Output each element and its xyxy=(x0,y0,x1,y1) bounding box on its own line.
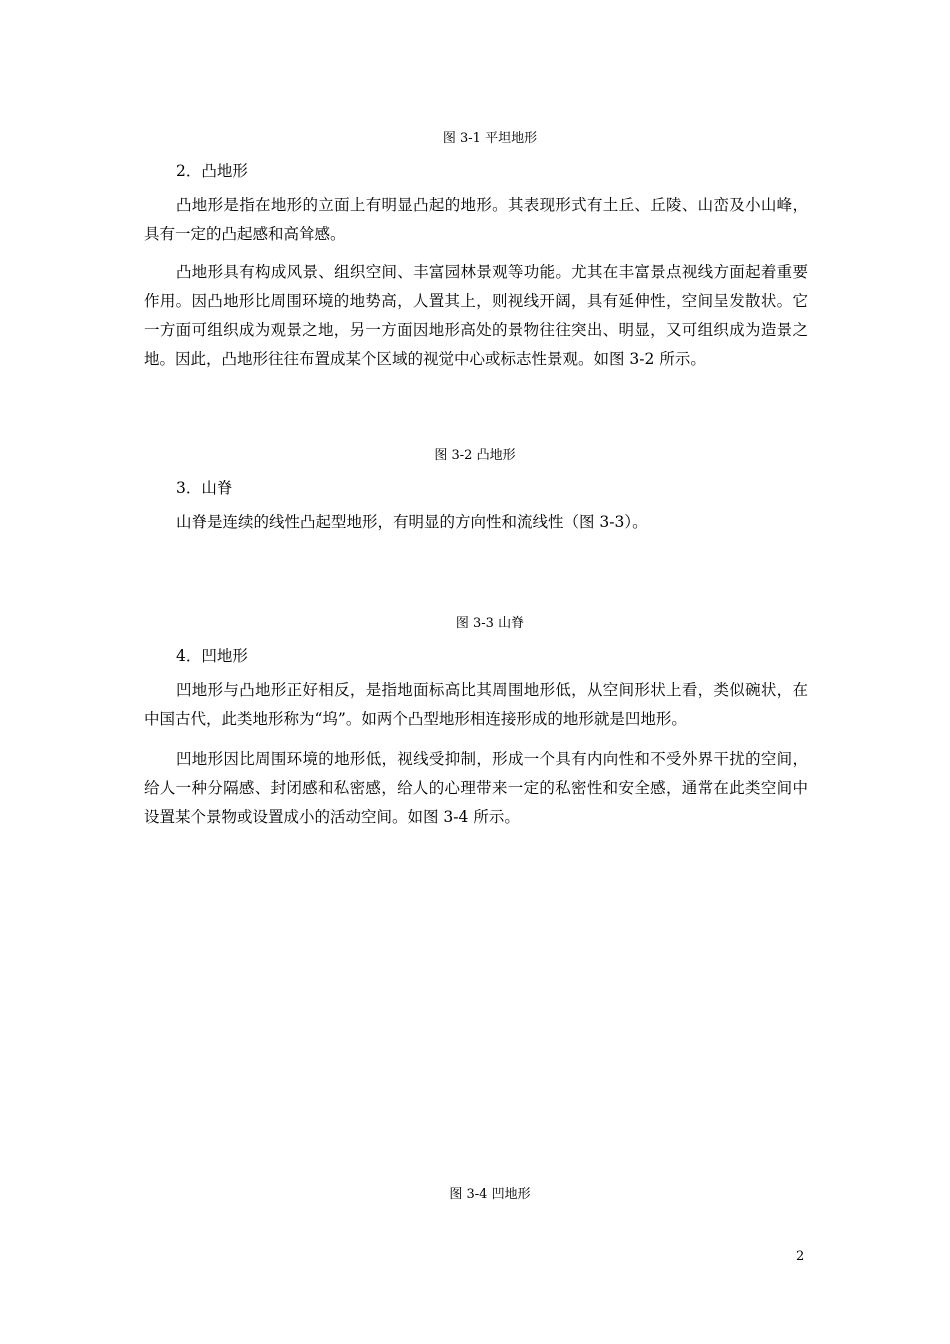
figure-3-1-caption: 图 3-1 平坦地形 xyxy=(442,131,538,146)
paragraph-convex-definition: 凸地形是指在地形的立面上有明显凸起的地形。其表现形式有土丘、丘陵、山峦及小山峰，具有一定的凸起感和高耸感。 xyxy=(144,196,808,243)
figure-3-4-caption: 图 3-4 凹地形 xyxy=(449,1187,531,1202)
figure-3-3-caption: 图 3-3 山脊 xyxy=(455,616,525,631)
section-heading-ridge: 3．山脊 xyxy=(176,479,233,497)
section-heading-convex: 2．凸地形 xyxy=(176,162,248,180)
section-heading-concave: 4．凹地形 xyxy=(176,647,248,665)
page-number: 2 xyxy=(796,1249,805,1264)
paragraph-ridge-definition: 山脊是连续的线性凸起型地形，有明显的方向性和流线性（图 3-3）。 xyxy=(176,513,648,531)
paragraph-convex-function: 凸地形具有构成风景、组织空间、丰富园林景观等功能。尤其在丰富景点视线方面起着重要作用。因凸地形比周围环境的地势高，人置其上，则视线开阔，具有延伸性，空间呈发散状。它一方面可组织成为观景之地，另一方面因地形高处的景物往往突出、明显，又可组织成为造景之地。因此，凸地形往往布置成某个区域的视觉中心或标志性景观。如图 3-2 所示。 xyxy=(144,263,808,368)
paragraph-concave-definition: 凹地形与凸地形正好相反，是指地面标高比其周围地形低，从空间形状上看，类似碗状，在中国古代，此类地形称为“坞”。如两个凸型地形相连接形成的地形就是凹地形。 xyxy=(144,681,808,728)
figure-3-2-caption: 图 3-2 凸地形 xyxy=(434,448,516,463)
paragraph-concave-function: 凹地形因比周围环境的地形低，视线受抑制，形成一个具有内向性和不受外界干扰的空间，给人一种分隔感、封闭感和私密感，给人的心理带来一定的私密性和安全感，通常在此类空间中设置某个景物或设置成小的活动空间。如图 3-4 所示。 xyxy=(144,750,808,826)
